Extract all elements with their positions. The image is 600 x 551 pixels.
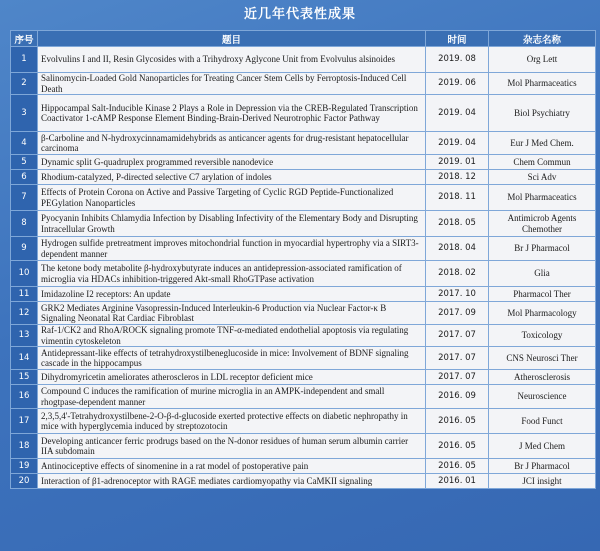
row-journal: Biol Psychiatry	[489, 95, 596, 132]
row-time: 2017. 10	[426, 287, 489, 302]
row-journal: CNS Neurosci Ther	[489, 347, 596, 370]
row-time: 2017. 09	[426, 302, 489, 325]
row-title: Imidazoline I2 receptors: An update	[38, 287, 426, 302]
row-journal: Org Lett	[489, 47, 596, 73]
row-index: 10	[11, 261, 38, 287]
row-time: 2019. 01	[426, 155, 489, 170]
row-time: 2017. 07	[426, 325, 489, 347]
row-journal: Pharmacol Ther	[489, 287, 596, 302]
row-time: 2019. 04	[426, 132, 489, 155]
table-row	[11, 185, 596, 211]
row-time: 2016. 01	[426, 474, 489, 489]
row-journal: J Med Chem	[489, 434, 596, 459]
row-index: 14	[11, 347, 38, 370]
row-index: 11	[11, 287, 38, 302]
row-index: 3	[11, 95, 38, 132]
row-index: 17	[11, 409, 38, 434]
row-index: 4	[11, 132, 38, 155]
row-index: 7	[11, 185, 38, 211]
table-row	[11, 211, 596, 237]
table-header	[11, 31, 596, 47]
row-time: 2019. 08	[426, 47, 489, 73]
row-index: 2	[11, 73, 38, 95]
table-row	[11, 409, 596, 434]
table-row	[11, 73, 596, 95]
row-index: 6	[11, 170, 38, 185]
row-journal: Neuroscience	[489, 385, 596, 409]
header-journal: 杂志名称	[489, 31, 596, 47]
table-row	[11, 170, 596, 185]
row-time: 2017. 07	[426, 347, 489, 370]
table-row	[11, 434, 596, 459]
row-title: Pyocyanin Inhibits Chlamydia Infection by Disabling Infectivity of the Elementary Body and Disrupting Intracellular Growth	[38, 211, 426, 237]
row-journal: Sci Adv	[489, 170, 596, 185]
row-index: 19	[11, 459, 38, 474]
row-journal: Eur J Med Chem.	[489, 132, 596, 155]
row-time: 2016. 05	[426, 434, 489, 459]
row-title: Hydrogen sulfide pretreatment improves mitochondrial function in myocardial hypertrophy via a SIRT3-dependent manner	[38, 237, 426, 261]
table-row	[11, 347, 596, 370]
row-time: 2018. 05	[426, 211, 489, 237]
row-title: Raf-1/CK2 and RhoA/ROCK signaling promote TNF-α-mediated endothelial apoptosis via regulating vimentin cytoskeleton	[38, 325, 426, 347]
row-title: Compound C induces the ramification of murine microglia in an AMPK-independent and small rhogtpase-dependent manner	[38, 385, 426, 409]
table-row	[11, 261, 596, 287]
row-journal: Antimicrob Agents Chemother	[489, 211, 596, 237]
table-row	[11, 237, 596, 261]
row-title: Effects of Protein Corona on Active and Passive Targeting of Cyclic RGD Peptide-Functionalized PEGylation Nanoparticles	[38, 185, 426, 211]
row-title: The ketone body metabolite β-hydroxybutyrate induces an antidepression-associated ramification of microglia via HDACs inhibition-triggered Akt-small RhoGTPase activation	[38, 261, 426, 287]
row-journal: Mol Pharmaceatics	[489, 185, 596, 211]
table-row	[11, 385, 596, 409]
row-title: Rhodium-catalyzed, P-directed selective C7 arylation of indoles	[38, 170, 426, 185]
row-journal: Br J Pharmacol	[489, 237, 596, 261]
publications-table	[10, 30, 596, 489]
table-row	[11, 287, 596, 302]
row-index: 1	[11, 47, 38, 73]
row-time: 2016. 05	[426, 409, 489, 434]
row-journal: Mol Pharmacology	[489, 302, 596, 325]
page-title: 近几年代表性成果	[243, 7, 356, 22]
header-row	[11, 31, 596, 47]
header-index: 序号	[11, 31, 38, 47]
row-time: 2017. 07	[426, 370, 489, 385]
table-row	[11, 325, 596, 347]
row-title: 2,3,5,4'-Tetrahydroxystilbene-2-O-β-d-glucoside exerted protective effects on diabetic nephropathy in mice with hyperglycemia induced by streptozotocin	[38, 409, 426, 434]
table-body	[11, 47, 596, 489]
row-index: 8	[11, 211, 38, 237]
row-title: Hippocampal Salt-Inducible Kinase 2 Plays a Role in Depression via the CREB-Regulated Transcription Coactivator 1-cAMP Response Element Binding-Brain-Derived Neurotrophic Factor Pathway	[38, 95, 426, 132]
row-title: Antinociceptive effects of sinomenine in a rat model of postoperative pain	[38, 459, 426, 474]
row-time: 2018. 02	[426, 261, 489, 287]
table-row	[11, 132, 596, 155]
row-journal: Mol Pharmaceatics	[489, 73, 596, 95]
row-journal: Glia	[489, 261, 596, 287]
table-row	[11, 155, 596, 170]
table-row	[11, 370, 596, 385]
row-title: Dynamic split G-quadruplex programmed reversible nanodevice	[38, 155, 426, 170]
row-time: 2016. 09	[426, 385, 489, 409]
row-time: 2019. 06	[426, 73, 489, 95]
row-journal: JCI insight	[489, 474, 596, 489]
row-journal: Atherosclerosis	[489, 370, 596, 385]
row-index: 5	[11, 155, 38, 170]
row-title: β-Carboline and N-hydroxycinnamamidehybrids as anticancer agents for drug-resistant hepatocellular carcinoma	[38, 132, 426, 155]
row-title: GRK2 Mediates Arginine Vasopressin-Induced Interleukin-6 Production via Nuclear Factor-κ B Signaling Neonatal Rat Cardiac Fibroblast	[38, 302, 426, 325]
row-time: 2018. 11	[426, 185, 489, 211]
row-title: Dihydromyricetin ameliorates atheroscleros in LDL receptor deficient mice	[38, 370, 426, 385]
row-journal: Br J Pharmacol	[489, 459, 596, 474]
table-row	[11, 459, 596, 474]
row-index: 12	[11, 302, 38, 325]
header-title: 题目	[38, 31, 426, 47]
publications-table-wrap	[10, 30, 595, 489]
row-title: Antidepressant-like effects of tetrahydroxystilbeneglucoside in mice: Involvement of BDNF signaling cascade in the hippocampus	[38, 347, 426, 370]
table-row	[11, 47, 596, 73]
row-index: 13	[11, 325, 38, 347]
table-row	[11, 474, 596, 489]
row-time: 2018. 12	[426, 170, 489, 185]
row-journal: Toxicology	[489, 325, 596, 347]
table-row	[11, 95, 596, 132]
row-title: Interaction of β1-adrenoceptor with RAGE mediates cardiomyopathy via CaMKII signaling	[38, 474, 426, 489]
row-time: 2016. 05	[426, 459, 489, 474]
row-title: Salinomycin-Loaded Gold Nanoparticles for Treating Cancer Stem Cells by Ferroptosis-Induced Cell Death	[38, 73, 426, 95]
header-time: 时间	[426, 31, 489, 47]
row-time: 2018. 04	[426, 237, 489, 261]
row-index: 16	[11, 385, 38, 409]
row-index: 20	[11, 474, 38, 489]
row-journal: Food Funct	[489, 409, 596, 434]
row-index: 15	[11, 370, 38, 385]
row-journal: Chem Commun	[489, 155, 596, 170]
table-row	[11, 302, 596, 325]
row-index: 18	[11, 434, 38, 459]
row-title: Developing anticancer ferric prodrugs based on the N-donor residues of human serum albumin carrier IIA subdomain	[38, 434, 426, 459]
row-time: 2019. 04	[426, 95, 489, 132]
row-index: 9	[11, 237, 38, 261]
row-title: Evolvulins I and II, Resin Glycosides with a Trihydroxy Aglycone Unit from Evolvulus alsinoides	[38, 47, 426, 73]
